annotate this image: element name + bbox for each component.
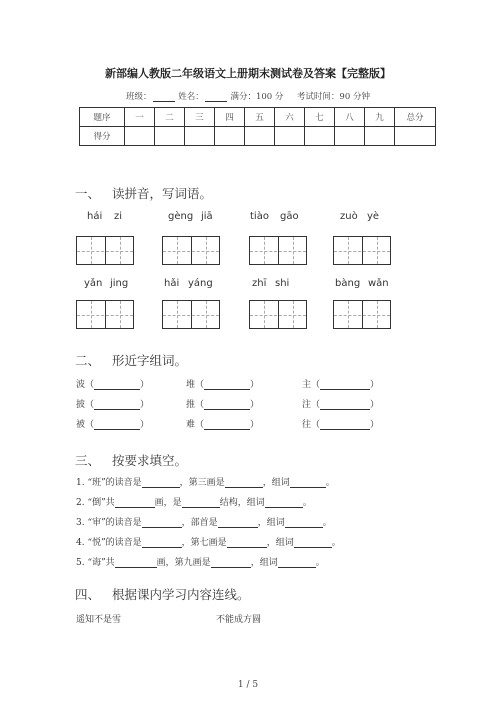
score-table xyxy=(79,107,436,146)
fill-item xyxy=(76,535,341,548)
score-cell[interactable] xyxy=(335,127,365,146)
item-text: “班”的读音是 xyxy=(87,478,142,488)
answer-blank[interactable] xyxy=(115,498,155,508)
item-number: 1. xyxy=(76,478,85,488)
item-text: 画，第九画是 xyxy=(156,558,211,568)
header-cell: 七 xyxy=(305,108,335,127)
item-text: 。 xyxy=(302,498,312,508)
name-label: 姓名： xyxy=(178,92,204,102)
answer-blank[interactable] xyxy=(115,558,157,568)
item-text: 。 xyxy=(331,538,341,548)
section-1-heading xyxy=(75,184,212,202)
pinyin-syllable: yè xyxy=(367,211,380,222)
item-number: 2. xyxy=(76,498,85,508)
section-number: 三、 xyxy=(75,453,101,468)
item-text: “悦”的读音是 xyxy=(87,538,142,548)
fill-item xyxy=(76,495,312,508)
pinyin-syllable: gèng xyxy=(168,211,194,222)
word-item: 堆（ ） xyxy=(186,380,260,390)
word-item: 推（ ） xyxy=(186,400,260,410)
header-cell: 八 xyxy=(335,108,365,127)
answer-blank[interactable] xyxy=(294,538,332,548)
score-cell[interactable] xyxy=(125,127,155,146)
pinyin-syllable: zhī xyxy=(252,278,267,289)
score-cell[interactable] xyxy=(305,127,335,146)
answer-blank[interactable] xyxy=(225,478,263,488)
answer-blank[interactable] xyxy=(278,558,316,568)
char: 主 xyxy=(302,380,312,390)
word-item: 披（ ） xyxy=(76,400,150,410)
header-cell: 总分 xyxy=(395,108,436,127)
class-label: 班级： xyxy=(126,92,152,102)
answer-blank[interactable] xyxy=(204,380,250,390)
fill-item xyxy=(76,555,325,568)
header-cell: 题序 xyxy=(80,108,125,127)
item-text: “诲”共 xyxy=(87,558,115,568)
pinyin-syllable: jiā xyxy=(201,211,213,222)
section-number: 四、 xyxy=(75,587,101,602)
name-blank[interactable] xyxy=(205,92,227,102)
document-title: 新部编人教版二年级语文上册期末测试卷及答案【完整版】 xyxy=(105,67,391,80)
class-blank[interactable] xyxy=(153,92,175,102)
item-text: ，组词 xyxy=(257,518,285,528)
answer-blank[interactable] xyxy=(142,478,180,488)
pinyin-syllable: gāo xyxy=(280,211,299,222)
answer-blank[interactable] xyxy=(320,380,370,390)
section-title: 形近字组词。 xyxy=(111,353,187,368)
word-item: 注（ ） xyxy=(302,400,380,410)
item-text: ，第三画是 xyxy=(179,478,225,488)
pinyin-syllable: yǎn xyxy=(84,278,103,289)
answer-blank[interactable] xyxy=(94,420,140,430)
pinyin-syllable: yáng xyxy=(188,278,213,289)
writing-grid[interactable] xyxy=(333,300,391,329)
header-cell: 五 xyxy=(245,108,275,127)
score-cell[interactable] xyxy=(155,127,185,146)
answer-blank[interactable] xyxy=(142,518,182,528)
score-cell[interactable] xyxy=(395,127,436,146)
answer-blank[interactable] xyxy=(285,518,323,528)
item-number: 5. xyxy=(76,558,85,568)
item-text: 。 xyxy=(322,518,332,528)
score-cell[interactable] xyxy=(245,127,275,146)
pinyin-syllable: bàng xyxy=(335,278,361,289)
answer-blank[interactable] xyxy=(320,400,370,410)
pinyin-syllable: zuò xyxy=(340,211,358,222)
item-text: 。 xyxy=(315,558,325,568)
item-text: 结构，组词 xyxy=(219,498,265,508)
header-cell: 四 xyxy=(215,108,245,127)
score-cell[interactable] xyxy=(215,127,245,146)
answer-blank[interactable] xyxy=(227,538,267,548)
word-item: 波（ ） xyxy=(76,380,150,390)
pinyin-syllable: hǎi xyxy=(164,278,180,289)
score-table-score-row xyxy=(80,127,436,146)
pinyin-syllable: shi xyxy=(275,278,290,289)
item-number: 3. xyxy=(76,518,85,528)
word-item: 难（ ） xyxy=(186,420,260,430)
answer-blank[interactable] xyxy=(290,478,326,488)
answer-blank[interactable] xyxy=(320,420,370,430)
answer-blank[interactable] xyxy=(182,498,220,508)
item-text: 画，是 xyxy=(154,498,182,508)
header-cell: 二 xyxy=(155,108,185,127)
char: 往 xyxy=(302,420,312,430)
char: 难 xyxy=(186,420,196,430)
pinyin-syllable: tiào xyxy=(250,211,269,222)
answer-blank[interactable] xyxy=(265,498,303,508)
item-text: ，组词 xyxy=(262,478,290,488)
pinyin-syllable: zi xyxy=(114,211,123,222)
full-score: 满分：100 分 xyxy=(230,92,284,102)
pinyin-syllable: jing xyxy=(110,278,129,289)
item-text: “审”的读音是 xyxy=(87,518,142,528)
writing-grid[interactable] xyxy=(162,236,220,265)
page-number: 1 / 5 xyxy=(237,680,259,690)
header-cell: 三 xyxy=(185,108,215,127)
writing-grid[interactable] xyxy=(162,300,220,329)
writing-grid[interactable] xyxy=(76,236,134,265)
header-cell: 六 xyxy=(275,108,305,127)
item-text: ，部首是 xyxy=(181,518,218,528)
header-cell: 九 xyxy=(365,108,395,127)
answer-blank[interactable] xyxy=(211,558,251,568)
pinyin-syllable: hái xyxy=(87,211,103,222)
exam-info-line xyxy=(0,90,496,102)
char: 被 xyxy=(76,420,86,430)
score-cell[interactable] xyxy=(365,127,395,146)
answer-blank[interactable] xyxy=(204,420,250,430)
section-number: 二、 xyxy=(75,353,101,368)
match-right-item[interactable]: 不能成方圆 xyxy=(216,615,262,625)
item-text: ，第七画是 xyxy=(181,538,227,548)
section-number: 一、 xyxy=(75,186,101,201)
section-4-heading xyxy=(75,585,249,603)
score-cell[interactable] xyxy=(275,127,305,146)
word-item: 往（ ） xyxy=(302,420,380,430)
item-text: 。 xyxy=(325,478,335,488)
score-cell[interactable] xyxy=(185,127,215,146)
section-3-heading xyxy=(75,451,187,469)
writing-grid[interactable] xyxy=(249,300,307,329)
word-item: 主（ ） xyxy=(302,380,380,390)
answer-blank[interactable] xyxy=(142,538,182,548)
item-text: ，组词 xyxy=(250,558,278,568)
section-title: 按要求填空。 xyxy=(111,453,187,468)
match-left-item[interactable]: 遥知不是雪 xyxy=(76,615,122,625)
exam-time: 考试时间：90 分钟 xyxy=(296,92,370,102)
writing-grid[interactable] xyxy=(249,236,307,265)
section-title: 读拼音，写词语。 xyxy=(111,186,212,201)
char: 披 xyxy=(76,400,86,410)
header-cell: 一 xyxy=(125,108,155,127)
answer-blank[interactable] xyxy=(94,400,140,410)
score-label: 得分 xyxy=(80,127,125,146)
answer-blank[interactable] xyxy=(204,400,250,410)
char: 堆 xyxy=(186,380,196,390)
item-text: “倒”共 xyxy=(87,498,115,508)
word-item: 被（ ） xyxy=(76,420,150,430)
answer-blank[interactable] xyxy=(218,518,258,528)
char: 波 xyxy=(76,380,86,390)
fill-item xyxy=(76,515,332,528)
fill-item xyxy=(76,475,335,488)
section-2-heading xyxy=(75,351,187,369)
pinyin-syllable: wǎn xyxy=(368,278,389,289)
item-text: ，组词 xyxy=(266,538,294,548)
item-number: 4. xyxy=(76,538,85,548)
score-table-header-row xyxy=(80,108,436,127)
char: 注 xyxy=(302,400,312,410)
section-title: 根据课内学习内容连线。 xyxy=(111,587,250,602)
writing-grid[interactable] xyxy=(333,236,391,265)
writing-grid[interactable] xyxy=(76,300,134,329)
char: 推 xyxy=(186,400,196,410)
answer-blank[interactable] xyxy=(94,380,140,390)
